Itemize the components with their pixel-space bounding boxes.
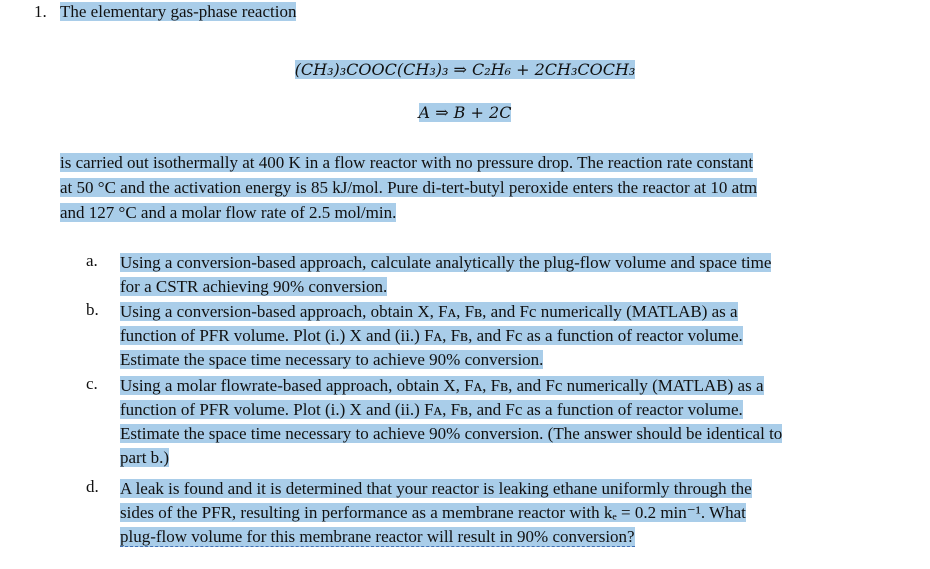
question-title: The elementary gas-phase reaction [60, 2, 297, 21]
part-line: function of PFR volume. Plot (i.) X and (ii.) Fᴀ, Fв, and Fc as a function of reactor volume. [120, 326, 743, 345]
paragraph-line: at 50 °C and the activation energy is 85 kJ/mol. Pure di-tert-butyl peroxide enters the reactor at 10 atm [60, 178, 758, 197]
part-label: b. [86, 300, 99, 319]
part-line: Estimate the space time necessary to achieve 90% conversion. (The answer should be identical to [120, 424, 783, 443]
paragraph-line: is carried out isothermally at 400 K in a flow reactor with no pressure drop. The reaction rate constant [60, 153, 754, 172]
part-line: Using a molar flowrate-based approach, obtain X, Fᴀ, Fв, and Fc numerically (MATLAB) as a [120, 376, 764, 395]
part-label: a. [86, 251, 98, 270]
part-line: Estimate the space time necessary to achieve 90% conversion. [120, 350, 544, 369]
paragraph-line: and 127 °C and a molar flow rate of 2.5 mol/min. [60, 203, 397, 222]
part-line: plug-flow volume for this membrane reactor will result in 90% conversion? [120, 527, 635, 546]
part-line: A leak is found and it is determined that your reactor is leaking ethane uniformly through the [120, 479, 752, 498]
problem-paragraph [60, 150, 757, 225]
part-label: d. [86, 477, 99, 496]
part-line: function of PFR volume. Plot (i.) X and (ii.) Fᴀ, Fв, and Fc as a function of reactor volume. [120, 400, 743, 419]
part-line: Using a conversion-based approach, calculate analytically the plug-flow volume and space time [120, 253, 772, 272]
part-line: Using a conversion-based approach, obtain X, Fᴀ, Fв, and Fc numerically (MATLAB) as a [120, 302, 738, 321]
part-line: for a CSTR achieving 90% conversion. [120, 277, 388, 296]
part-line: part b.) [120, 448, 170, 467]
reaction-equation-full: (CH₃)₃COOC(CH₃)₃ ⇒ C₂H₆ + 2CH₃COCH₃ [294, 60, 636, 79]
part-line: sides of the PFR, resulting in performance as a membrane reactor with kₑ = 0.2 min⁻¹. What [120, 503, 746, 522]
part-label: c. [86, 374, 98, 393]
reaction-equation-simple: A ⇒ B + 2C [418, 103, 512, 122]
question-number: 1. [34, 2, 47, 21]
